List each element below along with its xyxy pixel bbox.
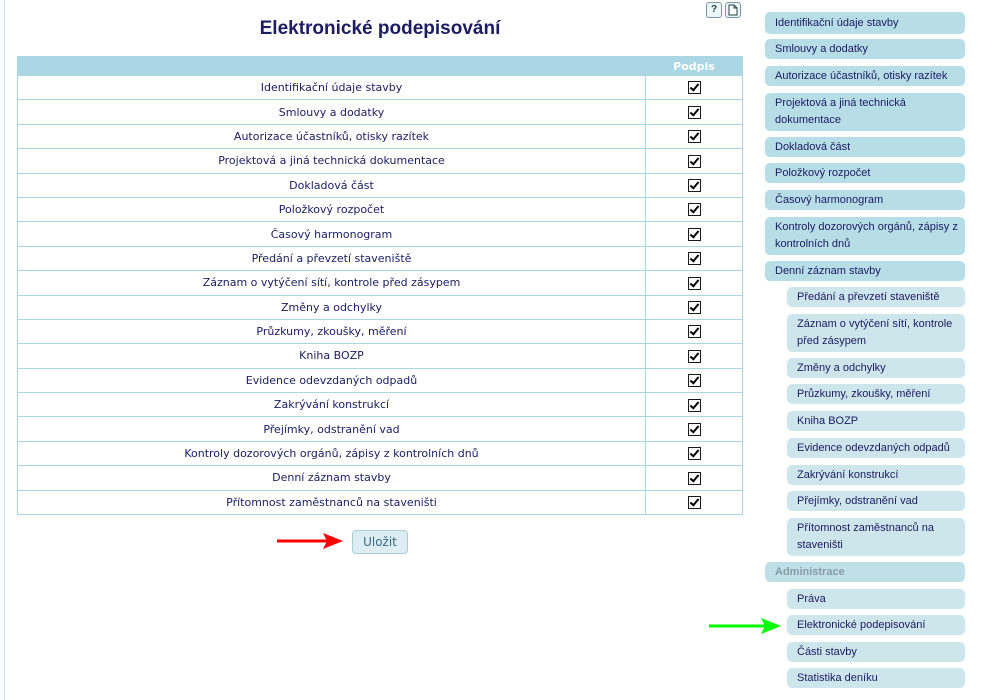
sidebar-item[interactable]: [787, 615, 965, 635]
sidebar-item-label: Projektová a jiná technická dokumentace: [775, 97, 906, 126]
row-label: Přejímky, odstranění vad: [18, 417, 646, 441]
green-arrow-icon: [707, 614, 783, 636]
sidebar-item-label: Denní záznam stavby: [775, 264, 881, 277]
signature-checkbox[interactable]: [688, 472, 701, 485]
sidebar-item-label: Práva: [797, 592, 826, 605]
sidebar-item[interactable]: [787, 411, 965, 431]
row-label: Položkový rozpočet: [18, 197, 646, 221]
row-label: Projektová a jiná technická dokumentace: [18, 149, 646, 173]
sidebar-item[interactable]: [765, 217, 965, 255]
signature-cell: [646, 417, 743, 441]
sidebar-item[interactable]: [787, 358, 965, 378]
table-row: [18, 76, 743, 100]
sidebar-item-label: Časový harmonogram: [775, 193, 884, 206]
sidebar-item-label: Přejímky, odstranění vad: [797, 494, 918, 507]
row-label: Přítomnost zaměstnanců na staveništi: [18, 490, 646, 514]
sidebar-item[interactable]: [765, 163, 965, 183]
sidebar-item[interactable]: [787, 384, 965, 404]
sidebar-item-label: Průzkumy, zkoušky, měření: [797, 387, 931, 400]
sidebar-item[interactable]: [765, 93, 965, 131]
signature-checkbox[interactable]: [688, 106, 701, 119]
signature-cell: [646, 490, 743, 514]
row-label: Změny a odchylky: [18, 295, 646, 319]
row-label: Denní záznam stavby: [18, 466, 646, 490]
signature-checkbox[interactable]: [688, 325, 701, 338]
table-row: [18, 295, 743, 319]
sidebar-item[interactable]: [787, 438, 965, 458]
sidebar-item: [765, 562, 965, 582]
signature-checkbox[interactable]: [688, 252, 701, 265]
table-row: [18, 319, 743, 343]
signature-checkbox[interactable]: [688, 423, 701, 436]
signature-cell: [646, 466, 743, 490]
sidebar-item-label: Části stavby: [797, 645, 857, 658]
signature-checkbox[interactable]: [688, 447, 701, 460]
signature-cell: [646, 197, 743, 221]
sidebar-item-label: Kniha BOZP: [797, 414, 859, 427]
table-row: [18, 271, 743, 295]
signature-cell: [646, 124, 743, 148]
signature-checkbox[interactable]: [688, 81, 701, 94]
sidebar-item[interactable]: [765, 39, 965, 59]
sidebar-item-label: Dokladová část: [775, 140, 851, 153]
signature-cell: [646, 368, 743, 392]
row-label: Smlouvy a dodatky: [18, 100, 646, 124]
signature-cell: [646, 100, 743, 124]
table-row: [18, 246, 743, 270]
sidebar-item-label: Evidence odevzdaných odpadů: [797, 441, 950, 454]
table-row: [18, 417, 743, 441]
table-row: [18, 490, 743, 514]
signature-cell: [646, 222, 743, 246]
sidebar-item-label: Přítomnost zaměstnanců na staveništi: [797, 522, 934, 551]
table-row: [18, 197, 743, 221]
row-label: Zakrývání konstrukcí: [18, 393, 646, 417]
header-name: [18, 57, 646, 76]
signature-cell: [646, 295, 743, 319]
sidebar-item-label: Zakrývání konstrukcí: [797, 468, 899, 481]
red-arrow-icon: [275, 530, 345, 552]
signature-checkbox[interactable]: [688, 130, 701, 143]
signature-table: [17, 56, 743, 515]
sidebar-item-label: Statistika deníku: [797, 671, 878, 684]
help-icon[interactable]: ?: [706, 2, 722, 18]
sidebar-item-label: Změny a odchylky: [797, 361, 886, 374]
sidebar-item[interactable]: [787, 668, 965, 688]
table-row: [18, 149, 743, 173]
row-label: Záznam o vytýčení sítí, kontrole před zásypem: [18, 271, 646, 295]
table-row: [18, 344, 743, 368]
row-label: Průzkumy, zkoušky, měření: [18, 319, 646, 343]
signature-checkbox[interactable]: [688, 301, 701, 314]
signature-cell: [646, 271, 743, 295]
signature-cell: [646, 149, 743, 173]
signature-checkbox[interactable]: [688, 277, 701, 290]
signature-checkbox[interactable]: [688, 179, 701, 192]
signature-cell: [646, 319, 743, 343]
sidebar-item[interactable]: [787, 465, 965, 485]
page-title: Elektronické podepisování: [259, 18, 501, 39]
signature-checkbox[interactable]: [688, 350, 701, 363]
signature-cell: [646, 393, 743, 417]
sidebar-item-label: Předání a převzetí staveniště: [797, 290, 940, 303]
table-row: [18, 393, 743, 417]
table-row: [18, 173, 743, 197]
signature-cell: [646, 173, 743, 197]
row-label: Časový harmonogram: [18, 222, 646, 246]
sidebar-item[interactable]: [765, 66, 965, 86]
sidebar-item-label: Smlouvy a dodatky: [775, 42, 868, 55]
header-signature: Podpis: [646, 57, 743, 76]
signature-checkbox[interactable]: [688, 228, 701, 241]
row-label: Dokladová část: [18, 173, 646, 197]
signature-checkbox[interactable]: [688, 155, 701, 168]
table-row: [18, 124, 743, 148]
table-header: [18, 57, 743, 76]
row-label: Autorizace účastníků, otisky razítek: [18, 124, 646, 148]
row-label: Předání a převzetí staveniště: [18, 246, 646, 270]
sidebar-item[interactable]: [787, 491, 965, 511]
table-row: [18, 466, 743, 490]
table-row: [18, 441, 743, 465]
signature-cell: [646, 344, 743, 368]
table-row: [18, 222, 743, 246]
sidebar-item[interactable]: [787, 589, 965, 609]
sidebar-item-label: Administrace: [775, 565, 845, 578]
signature-cell: [646, 246, 743, 270]
sidebar-item-label: Identifikační údaje stavby: [775, 16, 899, 29]
sidebar-item-label: Položkový rozpočet: [775, 166, 871, 179]
signature-cell: [646, 441, 743, 465]
sidebar-item-label: Autorizace účastníků, otisky razítek: [775, 69, 948, 82]
sidebar-item[interactable]: [787, 642, 965, 662]
sidebar-item[interactable]: [765, 12, 965, 34]
row-label: Evidence odevzdaných odpadů: [18, 368, 646, 392]
sidebar-item[interactable]: [787, 518, 965, 556]
table-row: [18, 368, 743, 392]
signature-checkbox[interactable]: [688, 203, 701, 216]
signature-checkbox[interactable]: [688, 496, 701, 509]
table-row: [18, 100, 743, 124]
row-label: Identifikační údaje stavby: [18, 76, 646, 100]
save-button[interactable]: Uložit: [352, 530, 408, 554]
sidebar-item[interactable]: [765, 137, 965, 157]
sidebar-item[interactable]: [765, 261, 965, 281]
row-label: Kontroly dozorových orgánů, zápisy z kontrolních dnů: [18, 441, 646, 465]
sidebar-item-label: Kontroly dozorových orgánů, zápisy z kontrolních dnů: [775, 221, 958, 250]
document-icon[interactable]: [725, 2, 741, 18]
sidebar-item[interactable]: [765, 190, 965, 210]
sidebar-item-label: Záznam o vytýčení sítí, kontrole před zásypem: [797, 318, 953, 347]
sidebar-item-label: Elektronické podepisování: [797, 618, 926, 631]
sidebar-item[interactable]: [787, 314, 965, 352]
sidebar-item[interactable]: [787, 287, 965, 307]
row-label: Kniha BOZP: [18, 344, 646, 368]
signature-checkbox[interactable]: [688, 399, 701, 412]
page-border: [4, 0, 5, 700]
signature-cell: [646, 76, 743, 100]
signature-checkbox[interactable]: [688, 374, 701, 387]
